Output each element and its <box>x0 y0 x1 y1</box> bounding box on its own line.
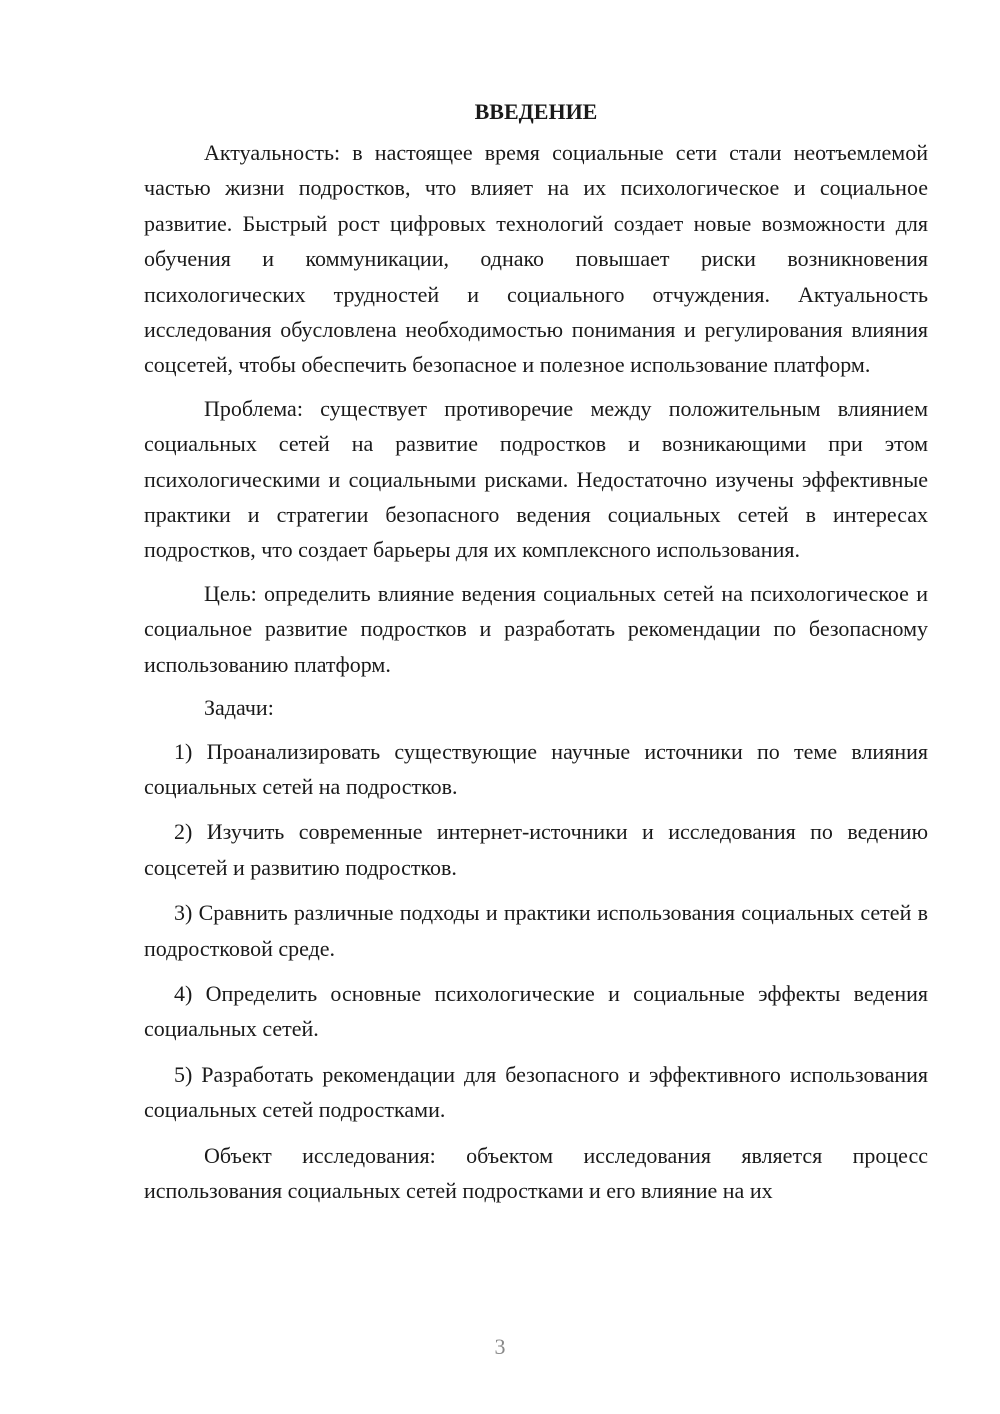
task-item-1: 1) Проанализировать существующие научные источники по теме влияния социальных сетей на подростков. <box>144 738 928 799</box>
task-item-5: 5) Разработать рекомендации для безопасного и эффективного использования социальных сетей подростками. <box>144 1061 928 1123</box>
paragraph-tasks-label: Задачи: <box>204 695 274 721</box>
page-number: 3 <box>494 1334 506 1359</box>
task-item-4: 4) Определить основные психологические и социальные эффекты ведения социальных сетей. <box>144 980 928 1042</box>
page-content <box>144 94 928 1216</box>
paragraph-goal: Цель: определить влияние ведения социальных сетей на психологическое и социальное развитие подростков и разработать рекомендации по безопасному использованию платформ. <box>144 580 928 677</box>
paragraph-relevance: Актуальность: в настоящее время социальные сети стали неотъемлемой частью жизни подростков, что влияет на их психологическое и социальное развитие. Быстрый рост цифровых технологий создает новые возможности для обучения и коммуникации, однако повышает риски возникновения психологических трудностей и социального отчуждения. Актуальность исследования обусловлена необходимостью понимания и регулирования влияния соцсетей, чтобы обеспечить безопасное и полезное использование платформ. <box>144 140 928 378</box>
paragraph-object: Объект исследования: объектом исследования является процесс использования социальных сетей подростками и его влияние на их <box>144 1142 928 1203</box>
section-heading: ВВЕДЕНИЕ <box>474 99 598 124</box>
task-item-2: 2) Изучить современные интернет-источники и исследования по ведению соцсетей и развитию подростков. <box>144 819 928 880</box>
task-item-3: 3) Сравнить различные подходы и практики использования социальных сетей в подростковой среде. <box>144 900 928 961</box>
paragraph-problem: Проблема: существует противоречие между положительным влиянием социальных сетей на развитие подростков и возникающими при этом психологическими и социальными рисками. Недостаточно изучены эффективные практики и стратегии безопасного ведения социальных сетей в интересах подростков, что создает барьеры для их комплексного использования. <box>144 395 928 563</box>
